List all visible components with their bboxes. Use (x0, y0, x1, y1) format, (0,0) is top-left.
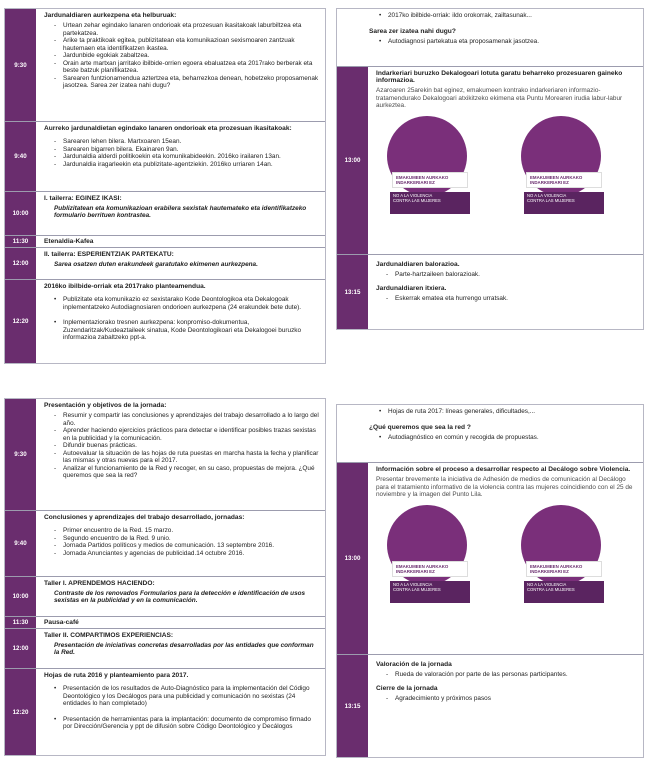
time-cell: 13:00 (337, 67, 369, 254)
agenda-row (5, 280, 325, 363)
time-cell: 12:00 (5, 629, 37, 668)
list-item: - Orain arte martxan jarritako ibilbide-orrien egoera ebaluatzea eta 2017rako berberak eta beste batzuk planifikatzea. (54, 60, 319, 75)
list-item: - Difundir buenas prácticas. (54, 442, 319, 450)
row-title: Jardunaldiaren aurkezpena eta helburuak: (44, 12, 177, 19)
row-title: Taller I. APRENDEMOS HACIENDO: (44, 580, 155, 587)
list-item: • Presentación de herramientas para la implantación: documento de compromiso firmado por Dirección/Gerencia y ppt de difusión sobre Código Deontológico y Decálogos (54, 716, 319, 731)
row-title: Indarkeriari buruzko Dekalogoari lotuta garatu beharreko prozesuaren gaineko informazioa. (376, 70, 623, 84)
poster-group (376, 116, 637, 202)
list-item: - Jornada Partidos políticos y medios de comunicación. 13 septembre 2016. (54, 542, 319, 550)
time-cell: 13:15 (337, 255, 369, 329)
row-title: Información sobre el proceso a desarrollar respecto al Decálogo sobre Violencia. (376, 466, 631, 473)
list-item: - Agradecimiento y próximos pasos (386, 695, 637, 703)
agenda-row (5, 122, 325, 192)
list-item: • Publizitate eta komunikazio ez sexistarako Kode Deontologikoa eta Dekalogoak inplementatzeko Autodiagnosiaren ondorioen aurkezpena (24 erakundek bete dute). (54, 296, 319, 311)
time-cell: 13:00 (337, 463, 369, 654)
list-item: - Rueda de valoración por parte de las personas participantes. (386, 671, 637, 679)
list-item: - Parte-hartzaileen balorazioak. (386, 271, 637, 279)
row-title: Cierre de la jornada (376, 684, 438, 692)
list-item: - Aprender haciendo ejercicios prácticos para detectar e identificar posibles trazas sexistas en la publicidad y la comunicación. (54, 427, 319, 442)
page-program-basque (4, 8, 326, 364)
list-item: - Eskerrak ematea eta hurrengo urratsak. (386, 295, 637, 303)
agenda-row (337, 255, 643, 329)
time-cell: 12:00 (5, 248, 37, 279)
time-cell: 12:20 (5, 669, 37, 755)
agenda-row (5, 192, 325, 236)
list-item: - Jardunaldia iragarleekin eta publizitate-agentziekin. 2016ko urriaren 14an. (54, 161, 319, 169)
row-title: Jardunaldiaren itxiera. (376, 284, 447, 292)
list-item: • Hojas de ruta 2017: líneas generales, dificultades,... (379, 408, 637, 416)
agenda-row (5, 511, 325, 577)
row-title: Etenaldia-Kafea (44, 238, 94, 245)
poster-label: EMAKUMEEN AURKAKO INDARKERIARI EZ (526, 172, 602, 188)
time-cell: 13:15 (337, 655, 369, 757)
row-text: Sarea osatzen duten erakundeek garatutako ekimenen aurkezpena. (54, 261, 258, 268)
row-text: Publizitatean eta komunikazioan erabilera sexistak hautemateko eta identifikatzeko formulario berrituen kontrastea. (54, 205, 307, 219)
agenda-row (5, 236, 325, 248)
agenda-row (337, 405, 643, 463)
time-cell: 9:40 (5, 122, 37, 191)
poster-band: NO A LA VIOLENCIA CONTRA LAS MUJERES (524, 192, 604, 214)
row-text: Contraste de los renovados Formularios para la detección e identificación de usos sexistas en la publicidad y en la comunicación. (54, 590, 306, 604)
row-title: I. tailerra: EGINEZ IKASI: (44, 195, 122, 202)
poster-image (384, 116, 470, 202)
list-item: - Arike ta praktikoak egitea, publizitatean eta komunikazioan sexismoaren zantzuak hautemaen eta identifikatzen ikastea. (54, 37, 319, 52)
row-title: Presentación y objetivos de la jornada: (44, 402, 167, 409)
list-item: • 2017ko ibilbide-orriak: ildo orokorrak, zailtasunak... (379, 12, 637, 20)
poster-band: NO A LA VIOLENCIA CONTRA LAS MUJERES (390, 581, 470, 603)
row-title: Aurreko jardunaldietan egindako lanaren ondorioak eta prozesuan ikasitakoak: (44, 125, 292, 132)
poster-label: EMAKUMEEN AURKAKO INDARKERIARI EZ (526, 561, 602, 577)
list-item: • Autodiagnóstico en común y recogida de propuestas. (379, 434, 637, 442)
time-cell: 9:30 (5, 399, 37, 510)
list-item: - Jornada Anunciantes y agencias de publicidad.14 octubre 2016. (54, 550, 319, 558)
list-item: • Inplementaziorako tresnen aurkezpena: konpromiso-dokumentua, Zuzendaritzak/Kudeaztaileek sinatua, Kode Deontologikoari eta Dekalogoei buruzko informazioa zabaltzeko ppt-a. (54, 319, 319, 342)
agenda-row (5, 669, 325, 755)
page-program-spanish (4, 398, 326, 756)
agenda-row (337, 67, 643, 255)
time-cell: 12:20 (5, 280, 37, 363)
poster-band: NO A LA VIOLENCIA CONTRA LAS MUJERES (390, 192, 470, 214)
poster-image (518, 116, 604, 202)
time-cell: 11:30 (5, 617, 37, 628)
agenda-row (5, 399, 325, 511)
list-item: - Autoevaluar la situación de las hojas de ruta puestas en marcha hasta la fecha y planificar las mismas y otras nuevas para el 2017. (54, 450, 319, 465)
list-item: - Sarearen bigarren bilera. Ekainaren 9an. (54, 146, 319, 154)
question: Sarea zer izatea nahi dugu? (369, 27, 456, 35)
poster-band: NO A LA VIOLENCIA CONTRA LAS MUJERES (524, 581, 604, 603)
poster-label: EMAKUMEEN AURKAKO INDARKERIARI EZ (392, 561, 468, 577)
list-item: - Primer encuentro de la Red. 15 marzo. (54, 527, 319, 535)
row-text: Azaroaren 25arekin bat eginez, emakumeen kontrako indarkeriaren informazio-tratamendurako Dekalogoari atxikitzeko ekimena eta Puntu Morearen irudia labur-labur aurkeztea. (376, 87, 623, 110)
agenda-row (337, 655, 643, 757)
list-item: • Autodiagnosi partekatua eta proposamenak jasotzea. (379, 38, 637, 46)
row-title: Jardunaldiaren balorazioa. (376, 261, 460, 268)
row-title: Pausa-café (44, 619, 79, 626)
time-cell: 9:40 (5, 511, 37, 576)
list-item: • Presentación de los resultados de Auto-Diagnóstico para la implementación del Código Deontológico y los Decálogos para una publicidad y comunicación no sexistas (24 entidades lo han completado) (54, 685, 319, 708)
row-text: Presentación de iniciativas concretas desarrolladas por las entidades que conforman la Red. (54, 642, 314, 656)
page-program-spanish-cont (336, 404, 644, 758)
list-item: - Jardunbide egokiak zabaltzea. (54, 52, 319, 60)
page-program-basque-cont (336, 8, 644, 330)
poster-group (376, 505, 637, 591)
agenda-row (5, 617, 325, 629)
row-title: Hojas de ruta 2016 y planteamiento para 2017. (44, 672, 189, 679)
time-cell: 10:00 (5, 577, 37, 616)
agenda-row (337, 463, 643, 655)
agenda-row (5, 248, 325, 280)
question: ¿Qué queremos que sea la red ? (369, 423, 471, 431)
row-title: Conclusiones y aprendizajes del trabajo desarrollado, jornadas: (44, 514, 245, 521)
poster-image (518, 505, 604, 591)
agenda-row (5, 577, 325, 617)
list-item: - Sarearen lehen bilera. Martxoaren 15ean. (54, 138, 319, 146)
list-item: - Sarearen funtzionamendua aztertzea eta, beharrezkoa denean, hobetzeko proposamenak jasotzea. Sarea zer izatea nahi dugu? (54, 75, 319, 90)
list-item: - Segundo encuentro de la Red. 9 unio. (54, 535, 319, 543)
agenda-row (5, 629, 325, 669)
poster-label: EMAKUMEEN AURKAKO INDARKERIARI EZ (392, 172, 468, 188)
list-item: - Urtean zehar egindako lanaren ondorioak eta prozesuan ikasitakoak laburbiltzea eta partekatzea. (54, 22, 319, 37)
list-item: - Analizar el funcionamiento de la Red y recoger, en su caso, propuestas de mejora. ¿Qué queremos que sea la red? (54, 465, 319, 480)
row-title: Valoración de la jornada (376, 661, 452, 668)
time-cell: 9:30 (5, 9, 37, 121)
time-cell: 11:30 (5, 236, 37, 247)
time-cell: 10:00 (5, 192, 37, 235)
poster-image (384, 505, 470, 591)
agenda-row (5, 9, 325, 122)
row-title: II. tailerra: ESPERIENTZIAK PARTEKATU: (44, 251, 174, 258)
row-title: Taller II. COMPARTIMOS EXPERIENCIAS: (44, 632, 174, 639)
list-item: - Jardunaldia alderdi politikoekin eta komunikabideekin. 2016ko irailaren 13an. (54, 153, 319, 161)
row-title: 2016ko ibilbide-orriak eta 2017rako planteamendua. (44, 283, 206, 290)
row-text: Presentar brevemente la iniciativa de Adhesión de medios de comunicación al Decálogo para el tratamiento informativo de la violencia contra las mujeres coincidiendo con el 25 de noviembre y la imagen del Punto Lila. (376, 476, 633, 499)
agenda-row (337, 9, 643, 67)
list-item: - Resumir y compartir las conclusiones y aprendizajes del trabajo desarrollado a lo largo del año. (54, 412, 319, 427)
